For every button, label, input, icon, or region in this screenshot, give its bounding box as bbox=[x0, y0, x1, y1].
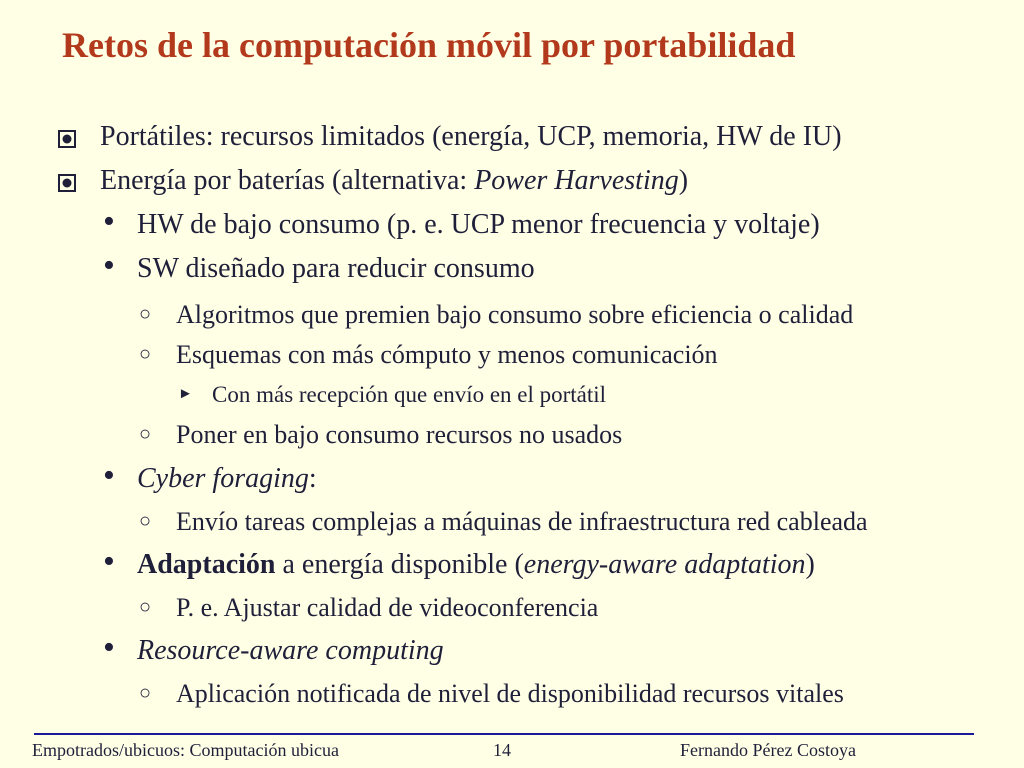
bullet-text: Poner en bajo consumo recursos no usados bbox=[176, 420, 623, 449]
dot-bullet-icon: • bbox=[103, 247, 115, 284]
slide-title: Retos de la computación móvil por portabilidad bbox=[62, 25, 796, 65]
circle-bullet-icon: ○ bbox=[139, 343, 152, 365]
footer-course: Empotrados/ubicuos: Computación ubicua bbox=[32, 740, 339, 760]
bullet-text: : bbox=[308, 463, 317, 494]
bullet-energy bbox=[100, 165, 688, 197]
bullet-text: Algoritmos que premien bajo consumo sobre eficiencia o calidad bbox=[176, 300, 854, 329]
footer-page-number: 14 bbox=[493, 740, 511, 760]
bullet-text: Aplicación notificada de nivel de disponibilidad recursos vitales bbox=[176, 679, 844, 708]
bullet-text: ) bbox=[805, 549, 815, 580]
footer-rule bbox=[34, 733, 974, 735]
bullet-text: Portátiles: recursos limitados (energía, UCP, memoria, HW de IU) bbox=[100, 121, 842, 152]
bullet-portables bbox=[100, 121, 842, 153]
bullet-text-italic: Cyber foraging bbox=[137, 463, 309, 494]
footer-author: Fernando Pérez Costoya bbox=[680, 740, 856, 760]
circle-bullet-icon: ○ bbox=[139, 510, 152, 532]
dot-bullet-icon: • bbox=[103, 629, 115, 666]
circle-bullet-icon: ○ bbox=[139, 423, 152, 445]
bullet-text-italic: energy-aware adaptation bbox=[523, 549, 806, 580]
bullet-low-power-unused bbox=[139, 420, 623, 450]
bullet-hw-low-power bbox=[103, 203, 820, 241]
bullet-text-italic: Resource-aware computing bbox=[137, 635, 444, 666]
circle-bullet-icon: ○ bbox=[139, 596, 152, 618]
bullet-text: HW de bajo consumo (p. e. UCP menor frecuencia y voltaje) bbox=[137, 209, 820, 240]
bullet-send-tasks bbox=[139, 507, 868, 537]
bullet-sw-design bbox=[103, 247, 535, 285]
bullet-text: Esquemas con más cómputo y menos comunicación bbox=[176, 340, 718, 369]
dot-bullet-icon: • bbox=[103, 203, 115, 240]
bullet-text: ) bbox=[678, 165, 689, 196]
square-bullet-icon bbox=[58, 130, 76, 148]
bullet-text: Energía por baterías (alternativa: bbox=[100, 165, 475, 196]
triangle-bullet-icon: ► bbox=[178, 386, 193, 402]
bullet-adaptation bbox=[103, 543, 815, 581]
circle-bullet-icon: ○ bbox=[139, 303, 152, 325]
bullet-text: SW diseñado para reducir consumo bbox=[137, 253, 535, 284]
bullet-text: Con más recepción que envío en el portátil bbox=[212, 382, 607, 407]
circle-bullet-icon: ○ bbox=[139, 682, 152, 704]
bullet-videoconference bbox=[139, 593, 599, 623]
bullet-reception bbox=[178, 382, 607, 408]
bullet-text: Envío tareas complejas a máquinas de infraestructura red cableada bbox=[176, 507, 868, 536]
bullet-text: a energía disponible ( bbox=[275, 549, 524, 580]
bullet-text-italic: Power Harvesting bbox=[474, 165, 679, 196]
bullet-resource-aware bbox=[103, 629, 444, 667]
bullet-text-bold: Adaptación bbox=[137, 549, 276, 580]
bullet-app-notified bbox=[139, 679, 844, 709]
dot-bullet-icon: • bbox=[103, 543, 115, 580]
bullet-schemes bbox=[139, 340, 718, 370]
bullet-text: P. e. Ajustar calidad de videoconferencia bbox=[176, 593, 599, 622]
square-bullet-icon bbox=[58, 174, 76, 192]
bullet-algorithms bbox=[139, 300, 854, 330]
dot-bullet-icon: • bbox=[103, 457, 115, 494]
bullet-cyber-foraging bbox=[103, 457, 317, 495]
